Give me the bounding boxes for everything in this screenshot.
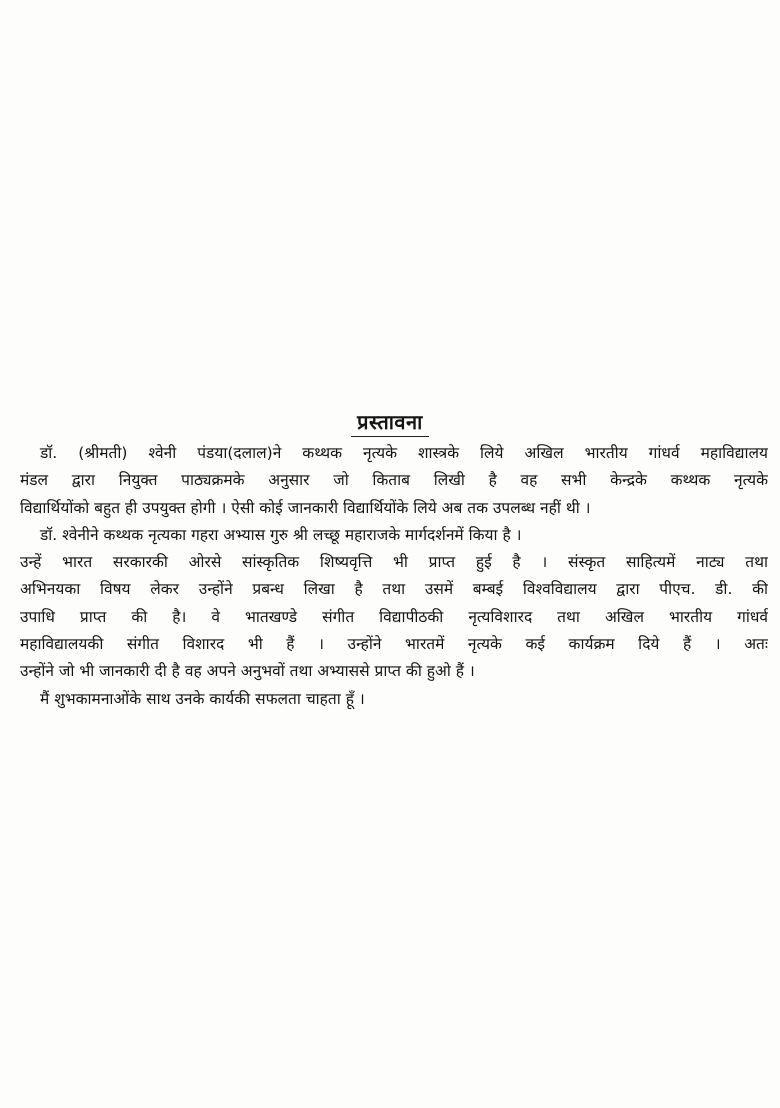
text-line-2: मंडल द्वारा नियुक्त पाठ्यक्रमके अनुसार जो किताब लिखी है वह सभी केन्द्रके कथ्थक नृत्यके xyxy=(20,471,768,490)
text-line-4: डॉ. श्वेनीने कथ्थक नृत्यका गहरा अभ्यास गुरु श्री लच्छू महाराजके मार्गदर्शनमें किया है । xyxy=(40,525,522,544)
text-line-5: उन्हें भारत सरकारकी ओरसे सांस्कृतिक शिष्यवृत्ति भी प्राप्त हुई है । संस्कृत साहित्यमें नाट्य तथा xyxy=(20,553,768,572)
text-line-3: विद्यार्थियोंको बहुत ही उपयुक्त होगी । ऐसी कोई जानकारी विद्यार्थियोंके लिये अब तक उपलब्ध नहीं थी । xyxy=(20,498,591,517)
text-line-9: उन्होंने जो भी जानकारी दी है वह अपने अनुभवों तथा अभ्याससे प्राप्त की हुओ हैं । xyxy=(20,662,475,681)
text-line-8: महाविद्यालयकी संगीत विशारद भी हैं । उन्होंने भारतमें नृत्यके कई कार्यक्रम दिये हैं । अतः xyxy=(20,635,768,654)
text-line-6: अभिनयका विषय लेकर उन्होंने प्रबन्ध लिखा है तथा उसमें बम्बई विश्वविद्यालय द्वारा पीएच. डी. की xyxy=(20,580,768,599)
text-line-7: उपाधि प्राप्त की है। वे भातखण्डे संगीत विद्यापीठकी नृत्यविशारद तथा अखिल भारतीय गांधर्व xyxy=(20,607,768,626)
preface-body xyxy=(20,440,768,713)
text-line-1: डॉ. (श्रीमती) श्वेनी पंडया(दलाल)ने कथ्थक नृत्यके शास्त्रके लिये अखिल भारतीय गांधर्व महाविद्यालय xyxy=(40,444,768,462)
text-line-10: मैं शुभकामनाओंके साथ उनके कार्यकी सफलता चाहता हूँ । xyxy=(40,689,365,708)
page-title-text: प्रस्तावना xyxy=(351,408,429,437)
page-title xyxy=(0,408,780,437)
